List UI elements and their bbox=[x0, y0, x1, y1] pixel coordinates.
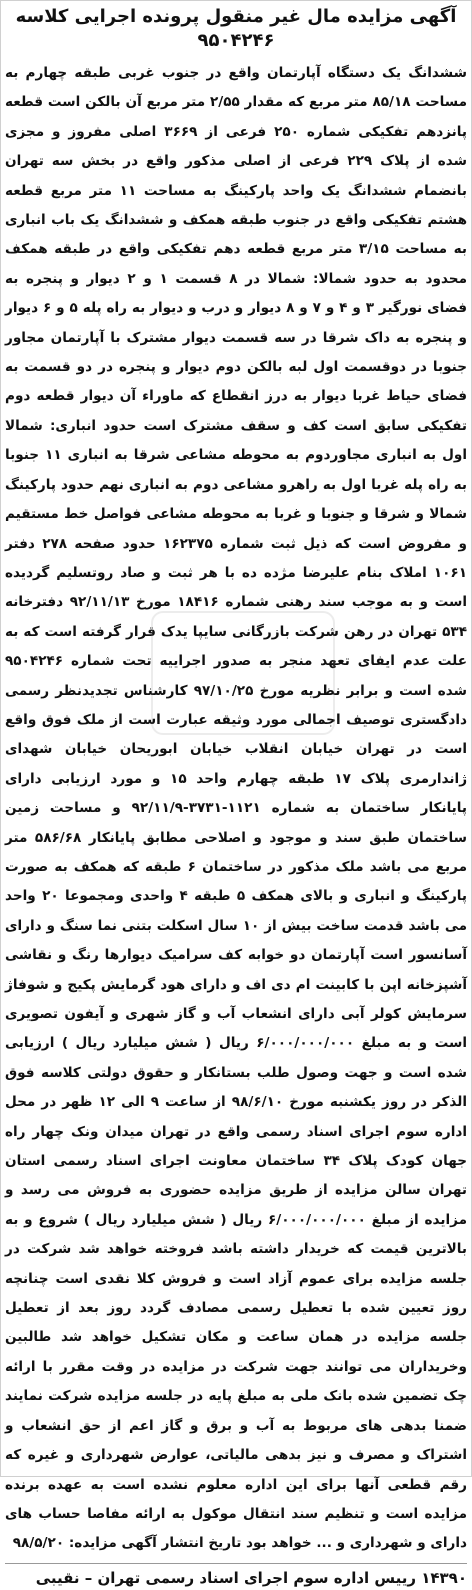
notice-body: ششدانگ یک دستگاه آپارتمان واقع در جنوب غربی طبقه چهارم به مساحت ۸۵/۱۸ متر مربع که مقدار ۲/۵۵ متر مربع آن بالکن است قطعه پانزدهم تفکیکی شماره ۲۵۰ فرعی از ۳۶۶۹ اصلی مفروز و مجزی شده از پلاک ۲۲۹ فرعی از اصلی مذکور واقع در بخش سه تهران بانضمام ششدانگ یک واحد پارکینگ به مساحت ۱۱ متر مربع قطعه هشتم تفکیکی واقع در جنوب طبقه همکف و ششدانگ یک باب انباری به مساحت ۳/۱۵ متر مربع قطعه دهم تفکیکی واقع در طبقه همکف محدود به حدود شمالا: شمالا در ۸ قسمت ۱ و ۲ دیوار و پنجره به فضای نورگیر ۳ و ۴ و ۷ و ۸ دیوار و درب و دیوار به راه پله ۵ و ۶ دیوار و پنجره به داک شرقا در سه قسمت دیوار مشترک با آپارتمان مجاور جنوبا در دوقسمت اول لبه بالکن دوم دیوار و پنجره در دو قسمت به فضای حیاط غربا دیوار به درز انقطاع که ماوراء آن دیوار قطعه دوم تفکیکی سابق است کف و سقف مشترک است حدود انباری: شمالا اول به انباری مجاوردوم به محوطه مشاعی شرقا به انباری ۱۱ جنوبا به راه پله غربا اول به راهرو مشاعی دوم به انباری نهم حدود پارکینگ شمالا و شرقا و جنوبا و غربا به محوطه مشاعی فواصل خط مستقیم و مفروض است که ذیل ثبت شماره ۱۶۲۳۷۵ حدود صفحه ۲۷۸ دفتر ۱۰۶۱ املاک بنام علیرضا مژده ده با هر ثبت و صاد روتسلیم گردیده است و به موجب سند رهنی شماره ۱۸۴۱۶ مورخ ۹۲/۱۱/۱۳ دفترخانه ۵۳۴ تهران در رهن شرکت بازرگانی سایپا یدک قرار گرفته است که به علت عدم ایفای تعهد منجر به صدور اجراییه تحت شماره ۹۵۰۴۲۴۶ شده است و برابر نظریه مورخ ۹۷/۱۰/۲۵ کارشناس تجدیدنظر رسمی دادگستری توصیف اجمالی مورد وثیقه عبارت است از ملک فوق واقع است در تهران خیابان انقلاب خیابان ابوریحان خیابان شهدای ژاندارمری پلاک ۱۷ طبقه چهارم واحد ۱۵ و مورد ارزیابی دارای پایانکار ساختمان به شماره ۱۱۲۱-۳۷۳۱-۹۲/۱۱/۹ و مساحت زمین ساختمان طبق سند و موجود و اصلاحی مطابق پایانکار ۵۸۶/۶۸ متر مربع می باشد ملک مذکور در ساختمان ۶ طبقه که همکف به صورت پارکینگ و انباری و بالای همکف ۵ طبقه ۴ واحدی ومجموعا ۲۰ واحد می باشد قدمت ساخت بیش از ۱۰ سال اسکلت بتنی نما سنگ و دارای آسانسور است آپارتمان دو خوابه کف سرامیک دیوارها رنگ و نقاشی آشپزخانه اپن با کابینت ام دی اف و دارای هود گرمایش پکیج و شوفاژ سرمایش کولر آبی دارای انشعاب آب و گاز شهری و آیفون تصویری است و به مبلغ ۶/۰۰۰/۰۰۰/۰۰۰ ریال ( شش میلیارد ریال ) ارزیابی شده است و جهت وصول طلب بستانکار و حقوق دولتی کلاسه فوق الذکر در روز یکشنبه مورخ ۹۸/۶/۱۰ از ساعت ۹ الی ۱۲ ظهر در محل اداره سوم اجرای اسناد رسمی واقع در تهران میدان ونک چهار راه جهان کودک پلاک ۳۴ ساختمان معاونت اجرای اسناد رسمی استان تهران سالن مزایده از طریق مزایده حضوری به فروش می رسد و مزایده از مبلغ ۶/۰۰۰/۰۰۰/۰۰۰ ریال ( شش میلیارد ریال ) شروع و به بالاترین قیمت که خریدار داشته باشد فروخته خواهد شد شرکت در جلسه مزایده برای عموم آزاد است و فروش کلا نقدی است چنانچه روز تعیین شده با تعطیل رسمی مصادف گردد روز بعد از تعطیل جلسه مزایده در همان ساعت و مکان تشکیل خواهد شد طالبین وخریداران می توانند جهت شرکت در مزایده در وقت مقرر با ارائه چک تضمین شده بانک ملی به مبلغ پایه در جلسه مزایده شرکت نمایند ضمنا بدهی های مربوط به آب و برق و گاز اعم از حق انشعاب و اشتراک و مصرف و نیز بدهی مالیاتی، عوارض شهرداری و غیره که رقم قطعی آنها برای این اداره معلوم نشده است به عهده برنده مزایده است و تنظیم سند انتقال موکول به ارائه مفاصا حساب های دارای و شهرداری و ... خواهد بود تاریخ انتشار آگهی مزایده: ۹۸/۵/۲۰ bbox=[5, 65, 468, 1552]
notice-footer: ۱۴۳۹۰ رییس اداره سوم اجرای اسناد رسمی تهران – نقیبی bbox=[5, 1563, 467, 1590]
notice-title: آگهی مزایده مال غیر منقول پرونده اجرایی کلاسه bbox=[15, 6, 457, 27]
file-number: ۹۵۰۴۲۴۶ bbox=[197, 30, 275, 51]
